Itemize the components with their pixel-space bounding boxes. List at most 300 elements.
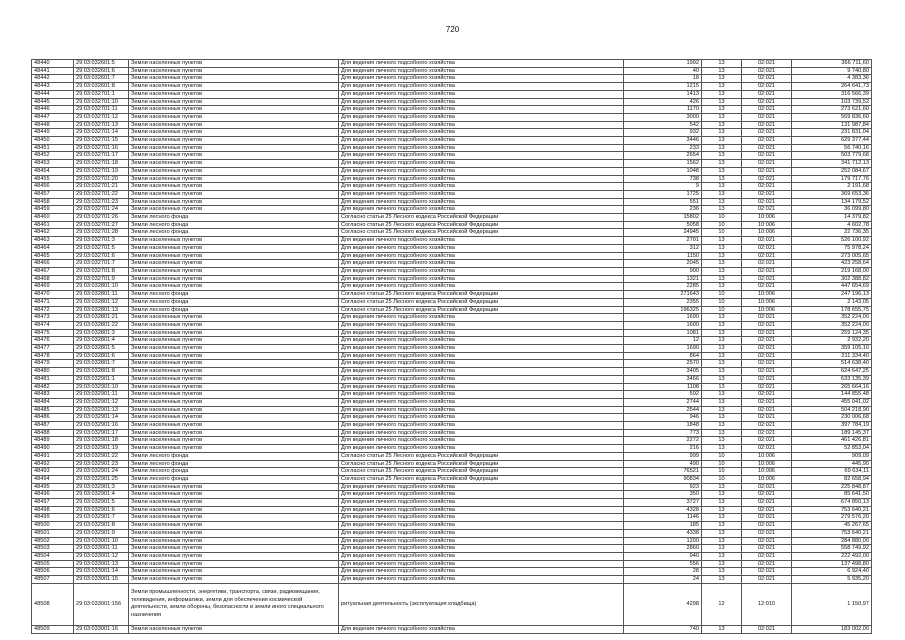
area-cell: 2570 [624,360,702,368]
cadastral-value-cell: 36 099,80 [792,206,872,214]
group-code-cell: 13 [702,183,742,191]
cadastral-value-cell: 56 740,16 [792,144,872,152]
cadastral-value-cell: 75 978,24 [792,244,872,252]
cost-code-cell: 02:021 [742,560,792,568]
table-row [32,244,872,252]
table-row [32,406,872,414]
table-row [32,437,872,445]
row-number-cell: 48488 [32,429,74,437]
cost-code-cell: 02:021 [742,625,792,633]
permitted-use-cell: Для ведения личного подсобного хозяйства [339,160,624,168]
area-cell: 236 [624,206,702,214]
cadastral-value-cell: 131 987,84 [792,121,872,129]
land-category-cell: Земли населенных пунктов [129,198,339,206]
row-number-cell: 48492 [32,460,74,468]
cadastral-number-cell: 29:03:032801:7 [74,360,129,368]
area-cell: 4298 [624,583,702,625]
table-row [32,414,872,422]
area-cell: 2272 [624,437,702,445]
cadastral-number-cell: 29:03:032701:6 [74,252,129,260]
land-category-cell: Земли населенных пунктов [129,437,339,445]
cadastral-number-cell: 29:03:032701:24 [74,206,129,214]
row-number-cell: 48456 [32,183,74,191]
cadastral-value-cell: 526 100,92 [792,237,872,245]
permitted-use-cell: Для ведения личного подсобного хозяйства [339,329,624,337]
table-row [32,237,872,245]
group-code-cell: 13 [702,506,742,514]
group-code-cell: 13 [702,398,742,406]
cadastral-value-cell: 455 041,02 [792,398,872,406]
group-code-cell: 13 [702,314,742,322]
area-cell: 5058 [624,221,702,229]
row-number-cell: 48442 [32,75,74,83]
cadastral-number-cell: 29:03:032801:5 [74,345,129,353]
cost-code-cell: 02:021 [742,267,792,275]
land-category-cell: Земли лесного фонда [129,460,339,468]
table-row [32,625,872,633]
group-code-cell: 13 [702,352,742,360]
group-code-cell: 13 [702,83,742,91]
table-row [32,491,872,499]
row-number-cell: 48484 [32,398,74,406]
cadastral-number-cell: 29:03:032901:23 [74,460,129,468]
land-category-cell: Земли лесного фонда [129,298,339,306]
table-row [32,83,872,91]
row-number-cell: 48469 [32,283,74,291]
area-cell: 15802 [624,214,702,222]
table-row [32,198,872,206]
area-cell: 1146 [624,514,702,522]
cadastral-value-cell: 69 634,11 [792,468,872,476]
row-number-cell: 48505 [32,560,74,568]
land-category-cell: Земли населенных пунктов [129,553,339,561]
cost-code-cell: 02:021 [742,144,792,152]
area-cell: 2860 [624,545,702,553]
group-code-cell: 13 [702,321,742,329]
cost-code-cell: 02:021 [742,321,792,329]
land-category-cell: Земли населенных пунктов [129,537,339,545]
cost-code-cell: 02:021 [742,152,792,160]
cost-code-cell: 10:006 [742,214,792,222]
permitted-use-cell: Для ведения личного подсобного хозяйства [339,352,624,360]
table-row [32,306,872,314]
cadastral-value-cell: 504 218,90 [792,406,872,414]
permitted-use-cell: Согласно статьи 25 Лесного кодекса Российской Федерации [339,229,624,237]
cadastral-value-cell: 674 850,13 [792,499,872,507]
table-row [32,137,872,145]
permitted-use-cell: Для ведения личного подсобного хозяйства [339,360,624,368]
land-category-cell: Земли населенных пунктов [129,260,339,268]
cadastral-number-cell: 29:03:032901:5 [74,499,129,507]
cadastral-number-cell: 29:03:033001:10 [74,537,129,545]
group-code-cell: 13 [702,514,742,522]
area-cell: 1562 [624,160,702,168]
land-category-cell: Земли населенных пунктов [129,160,339,168]
cost-code-cell: 02:021 [742,383,792,391]
table-row [32,60,872,68]
group-code-cell: 13 [702,391,742,399]
area-cell: 1108 [624,383,702,391]
group-code-cell: 13 [702,368,742,376]
cost-code-cell: 10:006 [742,475,792,483]
row-number-cell: 48463 [32,237,74,245]
row-number-cell: 48444 [32,90,74,98]
cadastral-value-cell: 178 655,75 [792,306,872,314]
cost-code-cell: 02:021 [742,252,792,260]
table-row [32,429,872,437]
cadastral-number-cell: 29:03:032801:10 [74,283,129,291]
cadastral-number-cell: 29:03:032701:8 [74,267,129,275]
permitted-use-cell: Для ведения личного подсобного хозяйства [339,244,624,252]
cost-code-cell: 02:021 [742,113,792,121]
group-code-cell: 13 [702,483,742,491]
cadastral-number-cell: 29:03:032801:4 [74,337,129,345]
area-cell: 40 [624,67,702,75]
cadastral-value-cell: 264 641,73 [792,83,872,91]
cadastral-value-cell: 1 150,97 [792,583,872,625]
land-category-cell: Земли населенных пунктов [129,206,339,214]
area-cell: 196325 [624,306,702,314]
cost-code-cell: 02:021 [742,275,792,283]
cadastral-value-cell: 753 640,21 [792,529,872,537]
group-code-cell: 13 [702,545,742,553]
cadastral-value-cell: 219 168,00 [792,267,872,275]
table-body [32,60,872,634]
area-cell: 592 [624,391,702,399]
cost-code-cell: 02:021 [742,352,792,360]
row-number-cell: 48445 [32,98,74,106]
row-number-cell: 48502 [32,537,74,545]
group-code-cell: 13 [702,106,742,114]
cost-code-cell: 02:021 [742,90,792,98]
group-code-cell: 13 [702,576,742,584]
area-cell: 740 [624,625,702,633]
permitted-use-cell: Для ведения личного подсобного хозяйства [339,529,624,537]
cost-code-cell: 02:021 [742,106,792,114]
area-cell: 3405 [624,368,702,376]
cost-code-cell: 02:021 [742,237,792,245]
row-number-cell: 48480 [32,368,74,376]
permitted-use-cell: Для ведения личного подсобного хозяйства [339,568,624,576]
row-number-cell: 48507 [32,576,74,584]
area-cell: 1690 [624,314,702,322]
cadastral-number-cell: 29:03:032901:17 [74,429,129,437]
group-code-cell: 13 [702,137,742,145]
row-number-cell: 48495 [32,483,74,491]
group-code-cell: 13 [702,275,742,283]
cost-code-cell: 10:006 [742,298,792,306]
row-number-cell: 48461 [32,221,74,229]
cost-code-cell: 02:021 [742,506,792,514]
table-row [32,206,872,214]
cost-code-cell: 02:021 [742,360,792,368]
table-row [32,522,872,530]
cadastral-number-cell: 29:03:032701:18 [74,160,129,168]
row-number-cell: 48499 [32,514,74,522]
permitted-use-cell: Для ведения личного подсобного хозяйства [339,445,624,453]
land-category-cell: Земли населенных пунктов [129,237,339,245]
cost-code-cell: 02:021 [742,483,792,491]
table-row [32,329,872,337]
row-number-cell: 48478 [32,352,74,360]
row-number-cell: 48443 [32,83,74,91]
permitted-use-cell: Согласно статьи 25 Лесного кодекса Российской Федерации [339,306,624,314]
table-row [32,375,872,383]
cost-code-cell: 02:021 [742,329,792,337]
row-number-cell: 48472 [32,306,74,314]
area-cell: 923 [624,483,702,491]
land-category-cell: Земли населенных пунктов [129,183,339,191]
row-number-cell: 48498 [32,506,74,514]
cadastral-value-cell: 514 638,40 [792,360,872,368]
permitted-use-cell: ритуальная деятельность (эксплуатация кладбища) [339,583,624,625]
cadastral-number-cell: 29:03:033001:11 [74,545,129,553]
permitted-use-cell: Для ведения личного подсобного хозяйства [339,237,624,245]
area-cell: 185 [624,522,702,530]
cadastral-value-cell: 2 191,68 [792,183,872,191]
row-number-cell: 48462 [32,229,74,237]
cost-code-cell: 02:021 [742,529,792,537]
area-cell: 2654 [624,152,702,160]
table-row [32,321,872,329]
cadastral-value-cell: 633 135,39 [792,375,872,383]
area-cell: 738 [624,175,702,183]
group-code-cell: 13 [702,529,742,537]
cadastral-value-cell: 247 196,13 [792,291,872,299]
permitted-use-cell: Для ведения личного подсобного хозяйства [339,129,624,137]
cadastral-value-cell: 183 002,00 [792,625,872,633]
area-cell: 1848 [624,422,702,430]
area-cell: 24945 [624,229,702,237]
cadastral-number-cell: 29:03:032901:8 [74,522,129,530]
area-cell: 773 [624,429,702,437]
row-number-cell: 48501 [32,529,74,537]
row-number-cell: 48449 [32,129,74,137]
row-number-cell: 48453 [32,160,74,168]
land-category-cell: Земли населенных пунктов [129,75,339,83]
permitted-use-cell: Для ведения личного подсобного хозяйства [339,283,624,291]
cost-code-cell: 10:006 [742,468,792,476]
cost-code-cell: 02:021 [742,244,792,252]
group-code-cell: 12 [702,583,742,625]
permitted-use-cell: Для ведения личного подсобного хозяйства [339,321,624,329]
cadastral-value-cell: 231 831,04 [792,129,872,137]
cadastral-number-cell: 29:03:032701:15 [74,137,129,145]
row-number-cell: 48479 [32,360,74,368]
permitted-use-cell: Для ведения личного подсобного хозяйства [339,190,624,198]
land-category-cell: Земли населенных пунктов [129,445,339,453]
row-number-cell: 48457 [32,190,74,198]
cost-code-cell: 02:021 [742,406,792,414]
cost-code-cell: 02:021 [742,499,792,507]
group-code-cell: 13 [702,337,742,345]
cadastral-number-cell: 29:03:032601:5 [74,60,129,68]
table-row [32,214,872,222]
permitted-use-cell: Для ведения личного подсобного хозяйства [339,206,624,214]
group-code-cell: 10 [702,452,742,460]
row-number-cell: 48486 [32,414,74,422]
table-row [32,152,872,160]
area-cell: 1992 [624,60,702,68]
area-cell: 3000 [624,113,702,121]
permitted-use-cell: Для ведения личного подсобного хозяйства [339,106,624,114]
land-category-cell: Земли населенных пунктов [129,337,339,345]
land-category-cell: Земли населенных пунктов [129,321,339,329]
cadastral-number-cell: 29:03:033001:14 [74,568,129,576]
land-category-cell: Земли лесного фонда [129,475,339,483]
table-row [32,452,872,460]
cadastral-number-cell: 29:03:032701:11 [74,106,129,114]
permitted-use-cell: Для ведения личного подсобного хозяйства [339,499,624,507]
cadastral-value-cell: 273 005,65 [792,252,872,260]
land-category-cell: Земли населенных пунктов [129,352,339,360]
row-number-cell: 48490 [32,445,74,453]
land-category-cell: Земли населенных пунктов [129,491,339,499]
cadastral-value-cell: 4 602,78 [792,221,872,229]
cadastral-number-cell: 29:03:032901:9 [74,529,129,537]
cost-code-cell: 02:021 [742,398,792,406]
land-category-cell: Земли населенных пунктов [129,83,339,91]
permitted-use-cell: Для ведения личного подсобного хозяйства [339,414,624,422]
cadastral-number-cell: 29:03:033001:15 [74,576,129,584]
area-cell: 28 [624,568,702,576]
row-number-cell: 48460 [32,214,74,222]
permitted-use-cell: Для ведения личного подсобного хозяйства [339,260,624,268]
cost-code-cell: 02:021 [742,190,792,198]
area-cell: 2744 [624,398,702,406]
cadastral-value-cell: 352 224,00 [792,314,872,322]
cost-code-cell: 10:006 [742,452,792,460]
group-code-cell: 10 [702,214,742,222]
permitted-use-cell: Для ведения личного подсобного хозяйства [339,75,624,83]
table-row [32,260,872,268]
cadastral-value-cell: 302 388,82 [792,275,872,283]
land-category-cell: Земли лесного фонда [129,306,339,314]
permitted-use-cell: Для ведения личного подсобного хозяйства [339,398,624,406]
permitted-use-cell: Для ведения личного подсобного хозяйства [339,383,624,391]
row-number-cell: 48464 [32,244,74,252]
cadastral-value-cell: 2 143,05 [792,298,872,306]
permitted-use-cell: Согласно статьи 25 Лесного кодекса Российской Федерации [339,468,624,476]
land-category-cell: Земли населенных пунктов [129,175,339,183]
cadastral-number-cell: 29:03:032901:3 [74,483,129,491]
land-category-cell: Земли населенных пунктов [129,499,339,507]
row-number-cell: 48467 [32,267,74,275]
area-cell: 76521 [624,468,702,476]
group-code-cell: 13 [702,345,742,353]
group-code-cell: 10 [702,221,742,229]
group-code-cell: 13 [702,429,742,437]
group-code-cell: 13 [702,129,742,137]
land-category-cell: Земли населенных пунктов [129,67,339,75]
cadastral-number-cell: 29:03:032901:12 [74,398,129,406]
cadastral-number-cell: 29:03:032901:10 [74,383,129,391]
area-cell: 1150 [624,252,702,260]
cadastral-number-cell: 29:03:032701:21 [74,183,129,191]
land-category-cell: Земли населенных пунктов [129,422,339,430]
land-category-cell: Земли населенных пунктов [129,314,339,322]
cadastral-value-cell: 629 377,44 [792,137,872,145]
permitted-use-cell: Для ведения личного подсобного хозяйства [339,537,624,545]
group-code-cell: 13 [702,491,742,499]
cadastral-number-cell: 29:03:032901:13 [74,406,129,414]
land-category-cell: Земли населенных пунктов [129,167,339,175]
permitted-use-cell: Для ведения личного подсобного хозяйства [339,345,624,353]
cost-code-cell: 02:021 [742,260,792,268]
area-cell: 4328 [624,506,702,514]
permitted-use-cell: Для ведения личного подсобного хозяйства [339,83,624,91]
row-number-cell: 48473 [32,314,74,322]
group-code-cell: 13 [702,406,742,414]
area-cell: 3727 [624,499,702,507]
group-code-cell: 13 [702,329,742,337]
cost-code-cell: 10:006 [742,460,792,468]
cadastral-number-cell: 29:03:032901:1 [74,375,129,383]
cadastral-number-cell: 29:03:032701:17 [74,152,129,160]
land-category-cell: Земли населенных пунктов [129,345,339,353]
group-code-cell: 10 [702,298,742,306]
land-category-cell: Земли населенных пунктов [129,360,339,368]
permitted-use-cell: Для ведения личного подсобного хозяйства [339,429,624,437]
cost-code-cell: 02:021 [742,167,792,175]
cost-code-cell: 02:021 [742,198,792,206]
table-row [32,283,872,291]
cost-code-cell: 02:021 [742,175,792,183]
cadastral-number-cell: 29:03:032901:24 [74,468,129,476]
cadastral-value-cell: 85 641,50 [792,491,872,499]
cost-code-cell: 12:010 [742,583,792,625]
permitted-use-cell: Согласно статьи 25 Лесного кодекса Российской Федерации [339,291,624,299]
table-row [32,98,872,106]
cadastral-number-cell: 29:03:032801:22 [74,321,129,329]
group-code-cell: 13 [702,267,742,275]
group-code-cell: 13 [702,422,742,430]
cadastral-number-cell: 29:03:032801:3 [74,329,129,337]
table-row [32,129,872,137]
land-category-cell: Земли населенных пунктов [129,406,339,414]
cadastral-value-cell: 144 855,48 [792,391,872,399]
cadastral-number-cell: 29:03:032801:6 [74,352,129,360]
table-row [32,252,872,260]
cadastral-value-cell: 45 267,65 [792,522,872,530]
area-cell: 940 [624,553,702,561]
row-number-cell: 48481 [32,375,74,383]
table-row [32,537,872,545]
permitted-use-cell: Согласно статьи 25 Лесного кодекса Российской Федерации [339,298,624,306]
table-row [32,553,872,561]
permitted-use-cell: Для ведения личного подсобного хозяйства [339,483,624,491]
land-category-cell: Земли населенных пунктов [129,514,339,522]
land-category-cell: Земли лесного фонда [129,221,339,229]
area-cell: 2045 [624,260,702,268]
table-row [32,345,872,353]
land-category-cell: Земли населенных пунктов [129,576,339,584]
table-row [32,314,872,322]
land-category-cell: Земли населенных пунктов [129,121,339,129]
area-cell: 216 [624,445,702,453]
cadastral-value-cell: 5 935,20 [792,576,872,584]
area-cell: 1413 [624,90,702,98]
cadastral-number-cell: 29:03:032901:25 [74,475,129,483]
group-code-cell: 13 [702,560,742,568]
table-row [32,391,872,399]
permitted-use-cell: Для ведения личного подсобного хозяйства [339,314,624,322]
cadastral-value-cell: 230 006,68 [792,414,872,422]
row-number-cell: 48494 [32,475,74,483]
row-number-cell: 48485 [32,406,74,414]
group-code-cell: 13 [702,244,742,252]
cadastral-value-cell: 14 379,82 [792,214,872,222]
